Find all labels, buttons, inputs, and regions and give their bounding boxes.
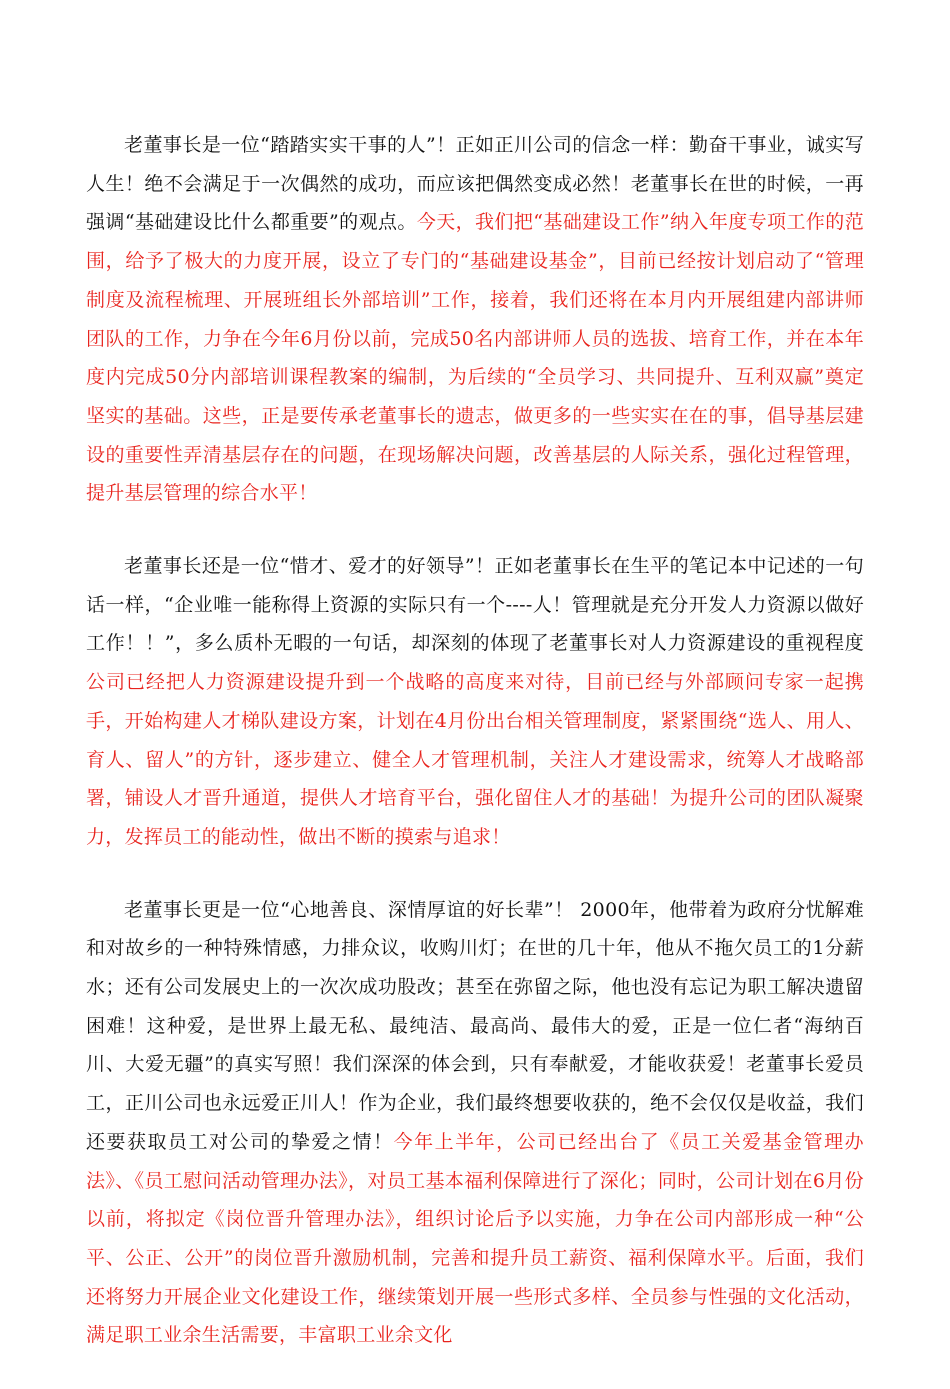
paragraph-2-intro-text: 老董事长还是一位“惜才、爱才的好领导”！正如老董事长在生平的笔记本中记述的一句话一样，“企业唯一能称得上资源的实际只有一个----人！管理就是充分开发人力资源以做好工作！！”，多么质朴无暇的一句话，却深刻的体现了老董事长对人力资源建设的重视程度 — [86, 555, 864, 655]
paragraph-1-highlighted-text: 今天，我们把“基础建设工作”纳入年度专项工作的范围，给予了极大的力度开展，设立了专门的“基础建设基金”，目前已经按计划启动了“管理制度及流程梳理、开展班组长外部培训”工作，接着，我们还将在本月内开展组建内部讲师团队的工作，力争在今年6月份以前，完成50名内部讲师人员的选拔、培育工作，并在本年度内完成50分内部培训课程教案的编制，为后续的“全员学习、共同提升、互利双赢”奠定坚实的基础。这些，正是要传承老董事长的遗志，做更多的一些实实在在的事，倡导基层建设的重要性弄清基层存在的问题，在现场解决问题，改善基层的人际关系，强化过程管理，提升基层管理的综合水平！ — [86, 211, 864, 505]
paragraph-1-intro-text: 老董事长是一位“踏踏实实干事的人”！正如正川公司的信念一样：勤奋干事业，诚实写人生！绝不会满足于一次偶然的成功，而应该把偶然变成必然！老董事长在世的时候，一再强调“基础建设比什么都重要”的观点。 — [86, 134, 864, 234]
paragraph-3-intro-text: 老董事长更是一位“心地善良、深情厚谊的好长辈”！ 2000年，他带着为政府分忧解难和对故乡的一种特殊情感，力排众议，收购川灯；在世的几十年，他从不拖欠员工的1分薪水；还有公司发展史上的一次次成功股改；甚至在弥留之际，他也没有忘记为职工解决遗留困难！这种爱，是世界上最无私、最纯洁、最高尚、最伟大的爱，正是一位仁者“海纳百川、大爱无疆”的真实写照！我们深深的体会到，只有奉献爱，才能收获爱！老董事长爱员工，正川公司也永远爱正川人！作为企业，我们最终想要收获的，绝不会仅仅是收益，我们还要获取员工对公司的挚爱之情！ — [86, 898, 864, 1153]
paragraph-3 — [86, 891, 864, 1355]
paragraph-2-highlighted-text: 公司已经把人力资源建设提升到一个战略的高度来对待，目前已经与外部顾问专家一起携手，开始构建人才梯队建设方案，计划在4月份出台相关管理制度，紧紧围绕“选人、用人、育人、留人”的方针，逐步建立、健全人才管理机制，关注人才建设需求，统筹人才战略部署，铺设人才晋升通道，提供人才培育平台，强化留住人才的基础！为提升公司的团队凝聚力，发挥员工的能动性，做出不断的摸索与追求！ — [86, 671, 864, 848]
paragraph-3-highlighted-text: 今年上半年，公司已经出台了《员工关爱基金管理办法》、《员工慰问活动管理办法》，对员工基本福利保障进行了深化；同时，公司计划在6月份以前，将拟定《岗位晋升管理办法》，组织讨论后予以实施，力争在公司内部形成一种“公平、公正、公开”的岗位晋升激励机制，完善和提升员工薪资、福利保障水平。后面，我们还将努力开展企业文化建设工作，继续策划开展一些形式多样、全员参与性强的文化活动，满足职工业余生活需要，丰富职工业余文化 — [86, 1130, 864, 1347]
document-page — [86, 126, 864, 1389]
paragraph-1 — [86, 126, 864, 513]
paragraph-2 — [86, 547, 864, 857]
